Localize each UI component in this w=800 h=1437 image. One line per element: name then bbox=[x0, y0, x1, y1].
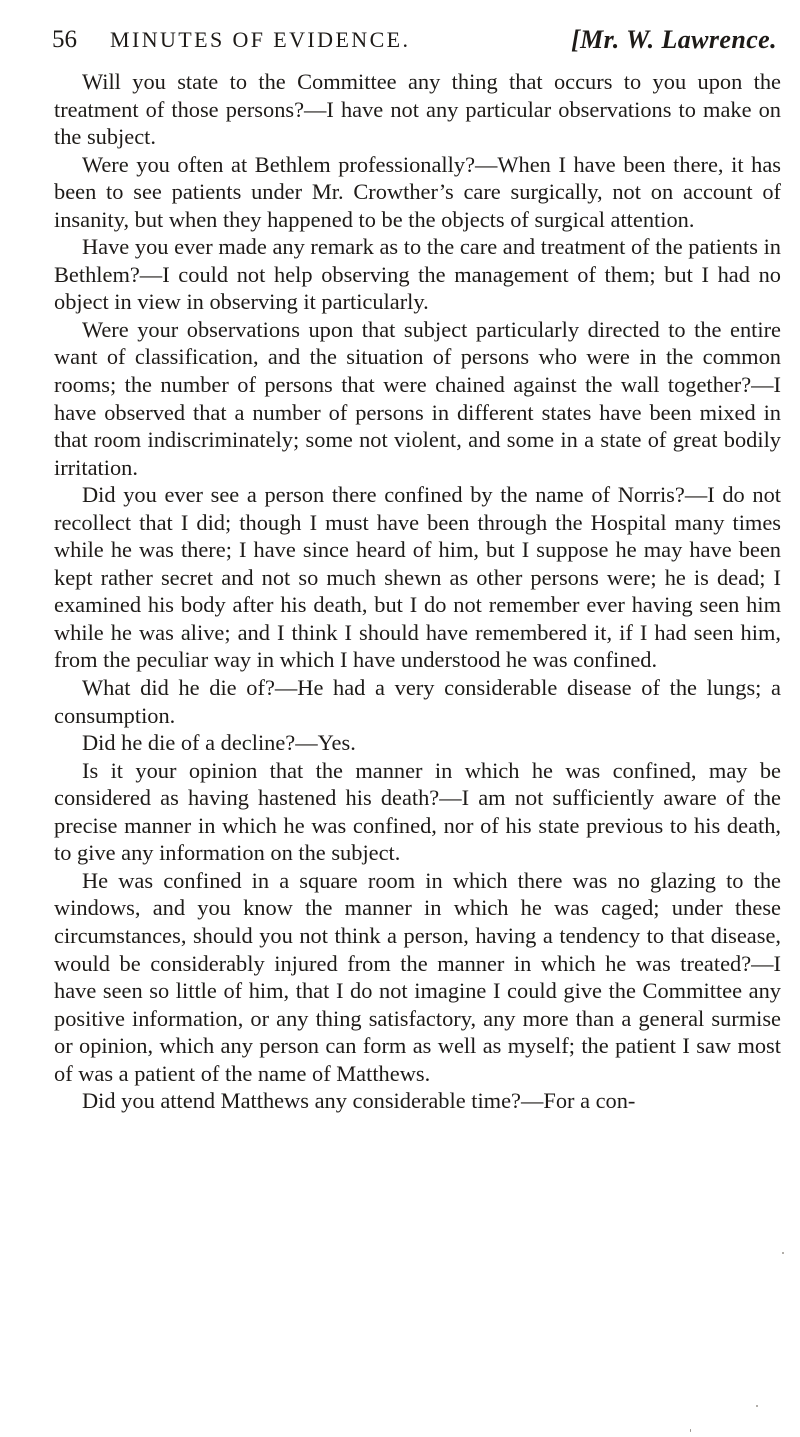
running-title: MINUTES OF EVIDENCE. bbox=[110, 27, 411, 52]
paragraph-classification: Were your observations upon that subject particularly directed to the entire want of classification, and the situation of persons who were in the common rooms; the number of persons that were chained against the wall together?—I have observed that a number of persons in different states have been mixed in that room indiscriminately; some not violent, and some in a state of great bodily irritation. bbox=[54, 316, 781, 480]
witness-name: [Mr. W. Lawrence. bbox=[571, 25, 777, 54]
paper-speck bbox=[782, 1252, 784, 1254]
paragraph-bethlem-visits: Were you often at Bethlem professionally?—When I have been there, it has been to see patients under Mr. Crowther’s care surgically, not on account of insanity, but when they happened to be the objects of surgical attention. bbox=[54, 151, 781, 232]
paragraph-treatment: Will you state to the Committee any thing that occurs to you upon the treatment of those persons?—I have not any particular observations to make on the subject. bbox=[54, 69, 781, 150]
paragraph-decline: Did he die of a decline?—Yes. bbox=[82, 730, 356, 756]
paragraph-cause-of-death: What did he die of?—He had a very considerable disease of the lungs; a consumption. bbox=[54, 675, 781, 728]
page-number: 56 bbox=[52, 26, 77, 53]
evidence-text bbox=[54, 68, 781, 1115]
paper-speck bbox=[690, 1429, 691, 1432]
paragraph-norris: Did you ever see a person there confined by the name of Norris?—I do not recollect that I did; though I must have been through the Hospital many times while he was there; I have since heard of him, but I suppose he may have been kept rather secret and not so much shewn as other persons were; he is dead; I examined his body after his death, but I do not remember ever having seen him while he was alive; and I think I should have remembered it, if I had seen him, from the peculiar way in which I have understood he was confined. bbox=[54, 482, 781, 673]
paragraph-matthews: Did you attend Matthews any considerable time?—For a con- bbox=[82, 1088, 636, 1114]
paragraph-square-room: He was confined in a square room in which there was no glazing to the windows, and you know the manner in which he was caged; under these circumstances, should you not think a person, having a tendency to that disease, would be considerably injured from the manner in which he was treated?—I have seen so little of him, that I do not imagine I could give the Committee any positive information, or any thing satisfactory, any more than a general surmise or opinion, which any person can form as well as myself; the patient I saw most of was a patient of the name of Matthews. bbox=[54, 867, 781, 1086]
paragraph-care-remark: Have you ever made any remark as to the care and treatment of the patients in Bethlem?—I could not help observing the management of them; but I had no object in view in observing it particularly. bbox=[54, 234, 781, 315]
paper-speck bbox=[756, 1405, 758, 1407]
running-head bbox=[52, 22, 777, 58]
paragraph-hastened-death: Is it your opinion that the manner in which he was confined, may be considered as having hastened his death?—I am not sufficiently aware of the precise manner in which he was confined, nor of his state previous to his death, to give any information on the subject. bbox=[54, 757, 781, 866]
